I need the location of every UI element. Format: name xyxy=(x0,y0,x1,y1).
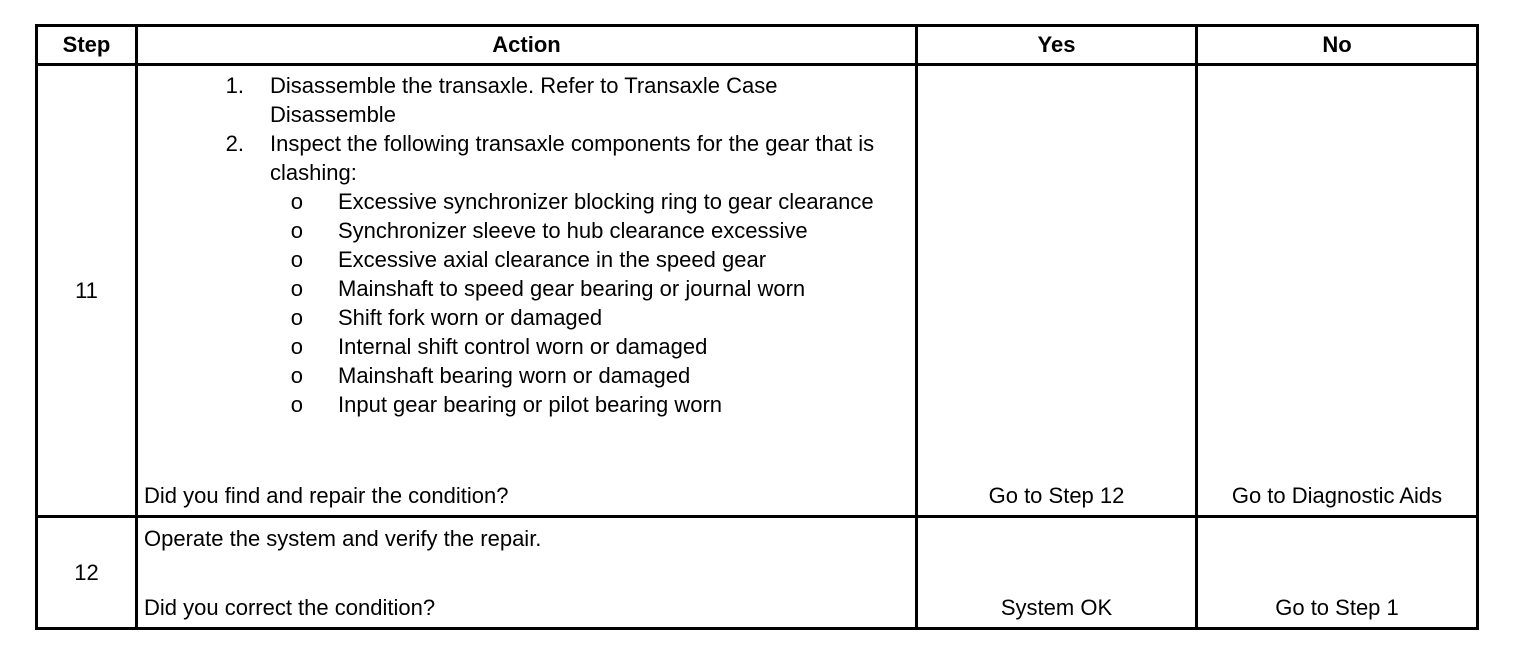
component-item xyxy=(138,187,909,216)
component-text: Mainshaft bearing worn or damaged xyxy=(338,363,691,388)
bullet-marker: o xyxy=(290,305,303,330)
yes-result: Go to Step 12 xyxy=(917,65,1197,517)
component-text: Synchronizer sleeve to hub clearance excessive xyxy=(338,218,808,243)
bullet-marker: o xyxy=(290,218,303,243)
component-item xyxy=(138,245,909,274)
no-result: Go to Step 1 xyxy=(1197,517,1478,629)
procedure-step xyxy=(138,71,909,129)
action-cell xyxy=(137,65,917,517)
component-item xyxy=(138,274,909,303)
no-result: Go to Diagnostic Aids xyxy=(1197,65,1478,517)
yes-result: System OK xyxy=(917,517,1197,629)
table-row xyxy=(37,517,1478,629)
procedure-step-number: 2. xyxy=(225,131,244,156)
component-item xyxy=(138,332,909,361)
action-text: Operate the system and verify the repair. xyxy=(144,526,542,551)
component-text: Input gear bearing or pilot bearing worn xyxy=(338,392,723,417)
procedure-step-text: Disassemble the transaxle. Refer to Transaxle Case Disassemble xyxy=(270,73,778,127)
question-text: Did you find and repair the condition? xyxy=(144,483,509,508)
procedure-step-number: 1. xyxy=(225,73,244,98)
header-yes: Yes xyxy=(917,26,1197,65)
procedure-step xyxy=(138,129,909,187)
component-item xyxy=(138,216,909,245)
bullet-marker: o xyxy=(290,247,303,272)
component-item xyxy=(138,303,909,332)
header-step: Step xyxy=(37,26,137,65)
component-text: Internal shift control worn or damaged xyxy=(338,334,708,359)
header-action: Action xyxy=(137,26,917,65)
table-row xyxy=(37,65,1478,517)
step-number: 11 xyxy=(37,65,137,517)
header-row xyxy=(37,26,1478,65)
diagnostic-table xyxy=(35,24,1479,630)
bullet-marker: o xyxy=(290,276,303,301)
component-list xyxy=(138,187,909,419)
bullet-marker: o xyxy=(290,392,303,417)
component-text: Excessive synchronizer blocking ring to gear clearance xyxy=(338,189,874,214)
component-item xyxy=(138,390,909,419)
bullet-marker: o xyxy=(290,189,303,214)
component-item xyxy=(138,361,909,390)
component-text: Excessive axial clearance in the speed gear xyxy=(338,247,767,272)
bullet-marker: o xyxy=(290,334,303,359)
step-number: 12 xyxy=(37,517,137,629)
procedure-list xyxy=(138,66,915,419)
component-text: Shift fork worn or damaged xyxy=(338,305,603,330)
question-text: Did you correct the condition? xyxy=(144,595,436,620)
procedure-step-text: Inspect the following transaxle components for the gear that is clashing: xyxy=(270,131,875,185)
action-cell xyxy=(137,517,917,629)
component-text: Mainshaft to speed gear bearing or journal worn xyxy=(338,276,806,301)
header-no: No xyxy=(1197,26,1478,65)
bullet-marker: o xyxy=(290,363,303,388)
